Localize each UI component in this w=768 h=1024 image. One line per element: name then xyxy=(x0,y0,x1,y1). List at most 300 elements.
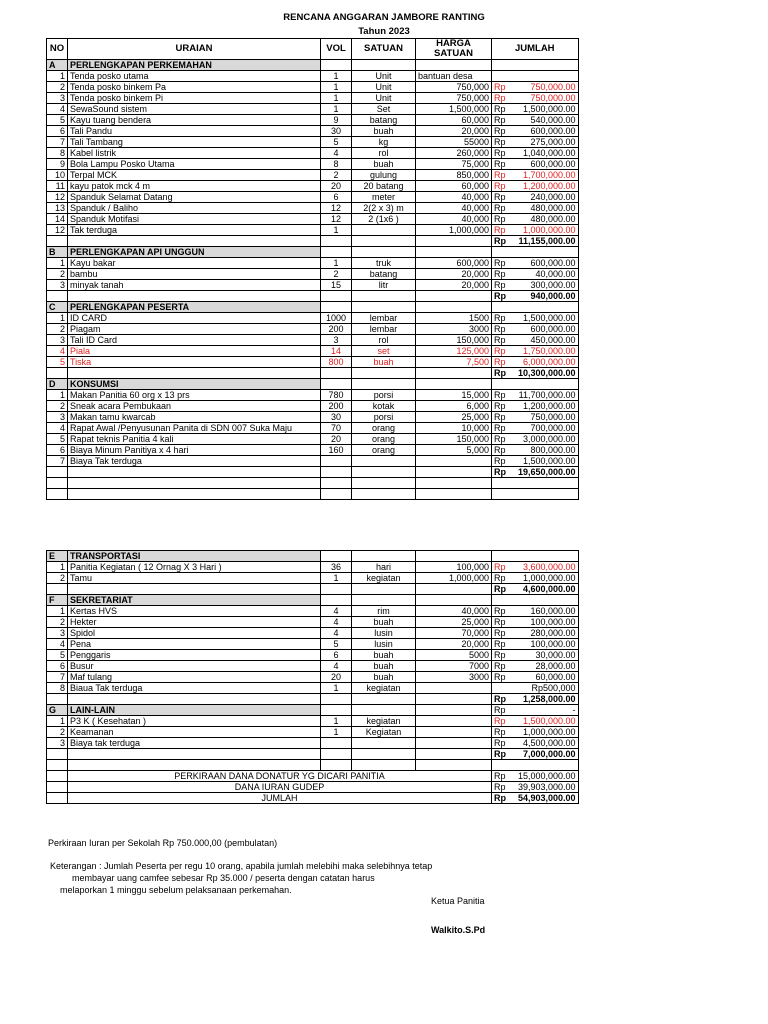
item-total: 30,000.00 xyxy=(508,650,578,661)
item-name: Makan Panitia 60 org x 13 prs xyxy=(68,390,321,401)
table-row xyxy=(47,170,579,181)
item-vol: 1000 xyxy=(321,313,352,324)
rp-cell: Rp xyxy=(492,104,509,115)
summary-value: 54,903,000.00 xyxy=(508,793,578,804)
item-price: 1500 xyxy=(416,313,492,324)
rp-cell: Rp xyxy=(492,181,509,192)
item-vol: 14 xyxy=(321,346,352,357)
item-no: 13 xyxy=(47,203,68,214)
item-vol: 20 xyxy=(321,672,352,683)
item-no: 4 xyxy=(47,346,68,357)
section-letter: F xyxy=(47,595,68,606)
empty-cell xyxy=(47,368,68,379)
item-name: Tiska xyxy=(68,357,321,368)
rp-cell: Rp xyxy=(492,82,509,93)
header-vol: VOL xyxy=(321,39,352,60)
table-row xyxy=(47,346,579,357)
rp-cell: Rp xyxy=(492,628,509,639)
item-vol: 30 xyxy=(321,412,352,423)
item-unit: Unit xyxy=(352,71,416,82)
header-no: NO xyxy=(47,39,68,60)
item-no: 12 xyxy=(47,225,68,236)
table-row xyxy=(47,423,579,434)
item-name: Spanduk Motifasi xyxy=(68,214,321,225)
table-row xyxy=(47,192,579,203)
item-no: 9 xyxy=(47,159,68,170)
item-name: SewaSound sistem xyxy=(68,104,321,115)
item-unit: porsi xyxy=(352,390,416,401)
item-price: 260,000 xyxy=(416,148,492,159)
item-total: 540,000.00 xyxy=(508,115,578,126)
subtotal-value: 1,258,000.00 xyxy=(508,694,578,705)
item-name: Kayu bakar xyxy=(68,258,321,269)
empty-cell xyxy=(47,694,68,705)
item-vol: 6 xyxy=(321,650,352,661)
item-total: 100,000.00 xyxy=(508,639,578,650)
empty-cell xyxy=(47,760,68,771)
item-unit: buah xyxy=(352,159,416,170)
rp-cell xyxy=(492,683,509,694)
rp-cell: Rp xyxy=(492,412,509,423)
rp-cell xyxy=(492,489,509,500)
rp-cell: Rp xyxy=(492,313,509,324)
table-row xyxy=(47,71,579,82)
item-total: 700,000.00 xyxy=(508,423,578,434)
item-price: 20,000 xyxy=(416,280,492,291)
table-row xyxy=(47,159,579,170)
header-jumlah: JUMLAH xyxy=(492,39,579,60)
item-vol xyxy=(321,738,352,749)
item-name: P3 K ( Kesehatan ) xyxy=(68,716,321,727)
item-vol: 200 xyxy=(321,324,352,335)
rp-cell: Rp xyxy=(492,159,509,170)
item-vol: 1 xyxy=(321,727,352,738)
item-vol: 12 xyxy=(321,214,352,225)
table-row xyxy=(47,82,579,93)
item-total: 40,000.00 xyxy=(508,269,578,280)
rp-cell: Rp xyxy=(492,280,509,291)
empty-cell xyxy=(68,489,321,500)
item-vol: 800 xyxy=(321,357,352,368)
item-name: Kayu tuang bendera xyxy=(68,115,321,126)
item-price: 3000 xyxy=(416,324,492,335)
rp-cell: Rp xyxy=(492,705,509,716)
rp-cell xyxy=(492,247,509,258)
total-cell xyxy=(508,379,578,390)
section-letter: D xyxy=(47,379,68,390)
item-price xyxy=(416,716,492,727)
empty-cell xyxy=(352,595,416,606)
rp-cell: Rp xyxy=(492,225,509,236)
rp-cell: Rp xyxy=(492,269,509,280)
table-row xyxy=(47,104,579,115)
item-name: Piagam xyxy=(68,324,321,335)
empty-cell xyxy=(416,60,492,71)
item-vol: 20 xyxy=(321,181,352,192)
empty-cell xyxy=(352,749,416,760)
item-unit: 2(2 x 3) m xyxy=(352,203,416,214)
section-title: PERLENGKAPAN PERKEMAHAN xyxy=(68,60,321,71)
item-no: 7 xyxy=(47,137,68,148)
rp-cell: Rp xyxy=(492,445,509,456)
section-title: LAIN-LAIN xyxy=(68,705,321,716)
item-no: 11 xyxy=(47,181,68,192)
item-total: 1,500,000.00 xyxy=(508,456,578,467)
empty-cell xyxy=(68,291,321,302)
item-name: Biaya tak terduga xyxy=(68,738,321,749)
section-title: KONSUMSI xyxy=(68,379,321,390)
empty-cell xyxy=(321,595,352,606)
item-unit: orang xyxy=(352,434,416,445)
rp-cell: Rp xyxy=(492,727,509,738)
summary-value: 15,000,000.00 xyxy=(508,771,578,782)
rp-cell xyxy=(492,60,509,71)
empty-cell xyxy=(321,302,352,313)
total-cell: - xyxy=(508,705,578,716)
rp-cell: Rp xyxy=(492,749,509,760)
empty-cell xyxy=(416,368,492,379)
item-vol: 3 xyxy=(321,335,352,346)
item-name: Biaua Tak terduga xyxy=(68,683,321,694)
rp-cell: Rp xyxy=(492,335,509,346)
item-vol: 4 xyxy=(321,606,352,617)
empty-cell xyxy=(352,760,416,771)
item-price: 70,000 xyxy=(416,628,492,639)
item-no: 2 xyxy=(47,401,68,412)
rp-cell: Rp xyxy=(492,793,509,804)
rp-cell: Rp xyxy=(492,716,509,727)
table-row xyxy=(47,434,579,445)
section-letter: A xyxy=(47,60,68,71)
item-total: Rp500,000 xyxy=(508,683,578,694)
rp-cell: Rp xyxy=(492,148,509,159)
summary-row xyxy=(47,793,579,804)
empty-cell xyxy=(321,379,352,390)
item-vol: 36 xyxy=(321,562,352,573)
section-header-row xyxy=(47,60,579,71)
empty-cell xyxy=(416,247,492,258)
subtotal-value: 10,300,000.00 xyxy=(508,368,578,379)
summary-row xyxy=(47,782,579,793)
item-vol: 4 xyxy=(321,628,352,639)
item-vol: 1 xyxy=(321,93,352,104)
rp-cell: Rp xyxy=(492,115,509,126)
empty-cell xyxy=(352,247,416,258)
item-no: 5 xyxy=(47,650,68,661)
item-no: 3 xyxy=(47,93,68,104)
empty-cell xyxy=(321,467,352,478)
item-no: 3 xyxy=(47,412,68,423)
item-no: 5 xyxy=(47,115,68,126)
empty-cell xyxy=(352,694,416,705)
item-no: 6 xyxy=(47,126,68,137)
item-total: 1,200,000.00 xyxy=(508,181,578,192)
item-no: 3 xyxy=(47,335,68,346)
item-vol: 20 xyxy=(321,434,352,445)
item-name: Tenda posko binkem Pi xyxy=(68,93,321,104)
item-no: 12 xyxy=(47,192,68,203)
rp-cell: Rp xyxy=(492,203,509,214)
item-total: 160,000.00 xyxy=(508,606,578,617)
subtotal-row xyxy=(47,368,579,379)
empty-cell xyxy=(47,291,68,302)
item-name: Rapat Awal /Penyusunan Panita di SDN 007 Suka Maju xyxy=(68,423,321,434)
item-price: 15,000 xyxy=(416,390,492,401)
table-row xyxy=(47,258,579,269)
section-letter: B xyxy=(47,247,68,258)
item-vol: 160 xyxy=(321,445,352,456)
empty-cell xyxy=(416,489,492,500)
rp-cell: Rp xyxy=(492,357,509,368)
item-unit: rim xyxy=(352,606,416,617)
item-price: 10,000 xyxy=(416,423,492,434)
item-name: Kertas HVS xyxy=(68,606,321,617)
empty-cell xyxy=(321,60,352,71)
rp-cell: Rp xyxy=(492,236,509,247)
rp-cell: Rp xyxy=(492,573,509,584)
table-header-row xyxy=(47,39,579,60)
item-total: 750,000.00 xyxy=(508,93,578,104)
item-vol: 9 xyxy=(321,115,352,126)
item-price: 5000 xyxy=(416,650,492,661)
item-price: 25,000 xyxy=(416,412,492,423)
section-title: SEKRETARIAT xyxy=(68,595,321,606)
item-price: 750,000 xyxy=(416,93,492,104)
rp-cell: Rp xyxy=(492,694,509,705)
item-total: 240,000.00 xyxy=(508,192,578,203)
item-price: 7,500 xyxy=(416,357,492,368)
header-harga: HARGA SATUAN xyxy=(416,39,492,60)
empty-cell xyxy=(321,236,352,247)
rp-cell: Rp xyxy=(492,401,509,412)
rp-cell: Rp xyxy=(492,390,509,401)
item-price: bantuan desa xyxy=(416,71,492,82)
summary-label: JUMLAH xyxy=(68,793,492,804)
item-price xyxy=(416,683,492,694)
item-no: 1 xyxy=(47,716,68,727)
item-unit: Kegiatan xyxy=(352,727,416,738)
summary-label: PERKIRAAN DANA DONATUR YG DICARI PANITIA xyxy=(68,771,492,782)
item-name: Pena xyxy=(68,639,321,650)
subtotal-row xyxy=(47,584,579,595)
item-unit: kg xyxy=(352,137,416,148)
item-price: 55000 xyxy=(416,137,492,148)
item-total: 750,000.00 xyxy=(508,82,578,93)
item-name: Tenda posko binkem Pa xyxy=(68,82,321,93)
empty-cell xyxy=(321,291,352,302)
item-unit: buah xyxy=(352,357,416,368)
empty-row xyxy=(47,489,579,500)
item-price: 60,000 xyxy=(416,181,492,192)
item-unit: rol xyxy=(352,335,416,346)
item-unit: buah xyxy=(352,650,416,661)
item-name: Spanduk / Baliho xyxy=(68,203,321,214)
item-no: 2 xyxy=(47,617,68,628)
item-no: 3 xyxy=(47,628,68,639)
item-vol: 4 xyxy=(321,661,352,672)
section-letter: E xyxy=(47,551,68,562)
subtotal-row xyxy=(47,236,579,247)
item-no: 3 xyxy=(47,280,68,291)
rp-cell: Rp xyxy=(492,137,509,148)
item-vol: 1 xyxy=(321,71,352,82)
item-price: 3000 xyxy=(416,672,492,683)
subtotal-value: 19,650,000.00 xyxy=(508,467,578,478)
table-row xyxy=(47,606,579,617)
item-unit: Unit xyxy=(352,82,416,93)
table-row xyxy=(47,126,579,137)
table-row xyxy=(47,401,579,412)
item-name: Hekter xyxy=(68,617,321,628)
item-total: 600,000.00 xyxy=(508,258,578,269)
item-name: Makan tamu kwarcab xyxy=(68,412,321,423)
empty-cell xyxy=(352,236,416,247)
empty-cell xyxy=(47,236,68,247)
item-unit: kegiatan xyxy=(352,573,416,584)
empty-cell xyxy=(321,551,352,562)
item-unit: orang xyxy=(352,423,416,434)
empty-cell xyxy=(416,595,492,606)
item-price: 20,000 xyxy=(416,639,492,650)
item-unit: orang xyxy=(352,445,416,456)
rp-cell: Rp xyxy=(492,258,509,269)
item-vol: 1 xyxy=(321,716,352,727)
empty-cell xyxy=(321,247,352,258)
item-no: 4 xyxy=(47,423,68,434)
table-row xyxy=(47,412,579,423)
rp-cell xyxy=(492,302,509,313)
item-name: Spidol xyxy=(68,628,321,639)
item-total: 4,500,000.00 xyxy=(508,738,578,749)
item-name: Piala xyxy=(68,346,321,357)
table-row xyxy=(47,93,579,104)
item-no: 2 xyxy=(47,324,68,335)
item-unit: buah xyxy=(352,672,416,683)
item-unit: rol xyxy=(352,148,416,159)
subtotal-row xyxy=(47,467,579,478)
empty-cell xyxy=(321,760,352,771)
item-vol: 1 xyxy=(321,104,352,115)
table-row xyxy=(47,738,579,749)
item-no: 1 xyxy=(47,606,68,617)
empty-cell xyxy=(321,368,352,379)
empty-cell xyxy=(352,478,416,489)
item-unit: 20 batang xyxy=(352,181,416,192)
item-unit: batang xyxy=(352,115,416,126)
table-row xyxy=(47,390,579,401)
table-row xyxy=(47,445,579,456)
item-vol: 200 xyxy=(321,401,352,412)
item-unit xyxy=(352,225,416,236)
item-unit: porsi xyxy=(352,412,416,423)
item-vol: 2 xyxy=(321,269,352,280)
item-vol: 5 xyxy=(321,137,352,148)
empty-cell xyxy=(416,379,492,390)
empty-cell xyxy=(416,760,492,771)
item-name: Sneak acara Pembukaan xyxy=(68,401,321,412)
empty-cell xyxy=(68,236,321,247)
iuran-note: Perkiraan Iuran per Sekolah Rp 750.000,00 (pembulatan) xyxy=(48,838,278,848)
total-cell xyxy=(508,247,578,258)
rp-cell: Rp xyxy=(492,617,509,628)
empty-row xyxy=(47,478,579,489)
document-title: RENCANA ANGGARAN JAMBORE RANTING xyxy=(283,12,485,23)
item-price: 100,000 xyxy=(416,562,492,573)
rp-cell: Rp xyxy=(492,672,509,683)
table-row xyxy=(47,650,579,661)
summary-value: 39,903,000.00 xyxy=(508,782,578,793)
table-row xyxy=(47,214,579,225)
item-name: ID CARD xyxy=(68,313,321,324)
item-no: 14 xyxy=(47,214,68,225)
rp-cell: Rp xyxy=(492,639,509,650)
empty-cell xyxy=(47,793,68,804)
table-row xyxy=(47,203,579,214)
empty-cell xyxy=(352,489,416,500)
empty-cell xyxy=(68,749,321,760)
item-no: 7 xyxy=(47,456,68,467)
item-price: 750,000 xyxy=(416,82,492,93)
section-header-row xyxy=(47,247,579,258)
item-unit: hari xyxy=(352,562,416,573)
empty-cell xyxy=(508,760,578,771)
table-row xyxy=(47,617,579,628)
item-total: 1,750,000.00 xyxy=(508,346,578,357)
table-row xyxy=(47,137,579,148)
item-unit xyxy=(352,456,416,467)
item-price: 40,000 xyxy=(416,606,492,617)
item-unit: Set xyxy=(352,104,416,115)
item-total: 3,600,000.00 xyxy=(508,562,578,573)
table-row xyxy=(47,672,579,683)
item-vol: 4 xyxy=(321,617,352,628)
item-unit: kotak xyxy=(352,401,416,412)
item-total: 1,200,000.00 xyxy=(508,401,578,412)
item-total: 800,000.00 xyxy=(508,445,578,456)
item-vol: 1 xyxy=(321,82,352,93)
item-total: 1,700,000.00 xyxy=(508,170,578,181)
table-row xyxy=(47,357,579,368)
item-total: 1,500,000.00 xyxy=(508,313,578,324)
empty-cell xyxy=(68,368,321,379)
item-no: 1 xyxy=(47,562,68,573)
rp-cell: Rp xyxy=(492,192,509,203)
rp-cell: Rp xyxy=(492,324,509,335)
item-unit: buah xyxy=(352,661,416,672)
empty-cell xyxy=(416,584,492,595)
item-total: 1,000,000.00 xyxy=(508,573,578,584)
item-no: 2 xyxy=(47,573,68,584)
item-name: minyak tanah xyxy=(68,280,321,291)
item-name: Tak terduga xyxy=(68,225,321,236)
item-no: 4 xyxy=(47,104,68,115)
section-title: TRANSPORTASI xyxy=(68,551,321,562)
item-price: 7000 xyxy=(416,661,492,672)
item-no: 3 xyxy=(47,738,68,749)
section-title: PERLENGKAPAN PESERTA xyxy=(68,302,321,313)
item-name: Tali Pandu xyxy=(68,126,321,137)
item-price: 20,000 xyxy=(416,269,492,280)
item-unit: buah xyxy=(352,617,416,628)
rp-cell: Rp xyxy=(492,771,509,782)
empty-cell xyxy=(47,749,68,760)
rp-cell: Rp xyxy=(492,584,509,595)
item-unit: litr xyxy=(352,280,416,291)
empty-cell xyxy=(352,705,416,716)
summary-label: DANA IURAN GUDEP xyxy=(68,782,492,793)
empty-cell xyxy=(352,467,416,478)
item-unit: gulung xyxy=(352,170,416,181)
